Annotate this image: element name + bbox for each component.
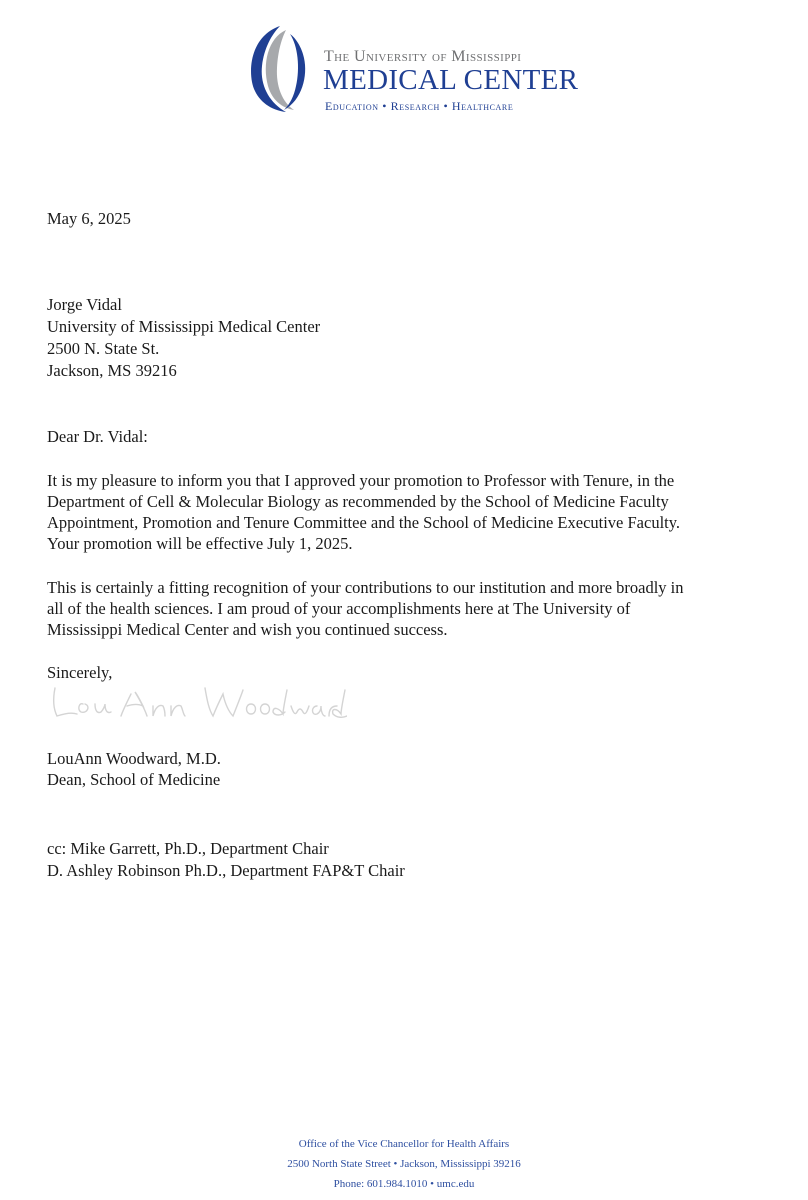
body-paragraph-2-line-3: Mississippi Medical Center and wish you continued success.	[47, 620, 448, 639]
letterhead-university-line: The University of Mississippi	[324, 48, 522, 65]
recipient-org: University of Mississippi Medical Center	[47, 317, 321, 336]
body-paragraph-1-line-4: Your promotion will be effective July 1, 2025.	[47, 534, 353, 553]
footer-office: Office of the Vice Chancellor for Health Affairs	[298, 1138, 510, 1150]
cc-line-1: cc: Mike Garrett, Ph.D., Department Chair	[47, 839, 329, 858]
recipient-name: Jorge Vidal	[47, 295, 122, 314]
closing: Sincerely,	[47, 663, 113, 682]
letterhead-medical-center: MEDICAL CENTER	[323, 64, 579, 96]
recipient-city: Jackson, MS 39216	[47, 361, 177, 380]
letter-date: May 6, 2025	[47, 209, 131, 228]
cc-line-2: D. Ashley Robinson Ph.D., Department FAP&T Chair	[47, 861, 405, 880]
body-paragraph-1-line-2: Department of Cell & Molecular Biology as recommended by the School of Medicine Faculty	[47, 492, 669, 511]
salutation: Dear Dr. Vidal:	[47, 427, 148, 446]
letterhead	[240, 22, 610, 114]
recipient-street: 2500 N. State St.	[47, 339, 160, 358]
body-paragraph-1-line-1: It is my pleasure to inform you that I approved your promotion to Professor with Tenure, in the	[47, 471, 675, 490]
umc-logo-icon	[246, 24, 308, 112]
signer-name: LouAnn Woodward, M.D.	[47, 749, 221, 768]
body-paragraph-2-line-1: This is certainly a fitting recognition of your contributions to our institution and more broadly in	[47, 578, 684, 597]
body-paragraph-2-line-2: all of the health sciences. I am proud of your accomplishments here at The University of	[47, 599, 631, 618]
footer-contact: Phone: 601.984.1010 • umc.edu	[333, 1178, 475, 1190]
footer-address: 2500 North State Street • Jackson, Mississippi 39216	[287, 1158, 521, 1170]
signer-title: Dean, School of Medicine	[47, 770, 221, 789]
body-paragraph-1-line-3: Appointment, Promotion and Tenure Committee and the School of Medicine Executive Faculty.	[47, 513, 681, 532]
handwritten-signature	[47, 676, 347, 726]
letterhead-tagline: Education • Research • Healthcare	[325, 99, 514, 113]
